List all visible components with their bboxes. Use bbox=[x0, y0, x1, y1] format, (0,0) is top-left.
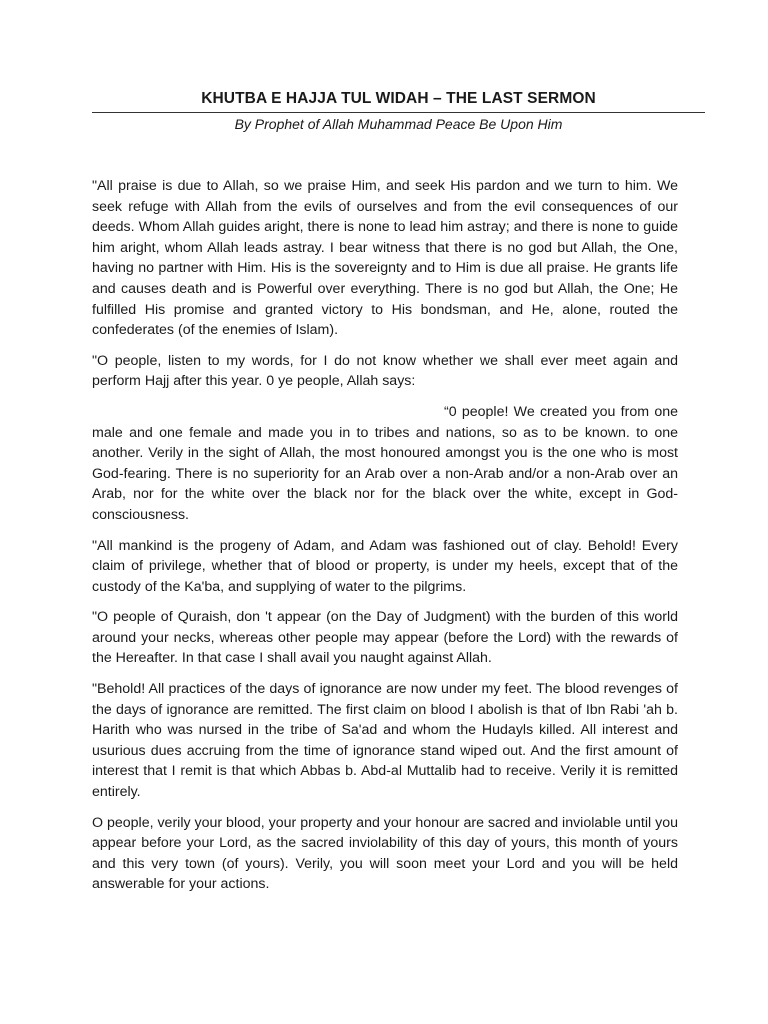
paragraph-listen-to-my-words: "O people, listen to my words, for I do not know whether we shall ever meet again and perform Hajj after this year. 0 ye people, Allah says: bbox=[92, 352, 678, 390]
paragraph-quotation bbox=[92, 402, 678, 526]
document-title: KHUTBA E HAJJA TUL WIDAH – THE LAST SERMON bbox=[201, 90, 596, 107]
paragraph-opening-praise: "All praise is due to Allah, so we praise Him, and seek His pardon and we turn to him. We seek refuge with Allah from the evils of ourselves and from the evil consequences of our deeds. Whom Allah guides aright, there is none to lead him astray; and there is none to guide him aright, whom Allah leads astray. I bear witness that there is no god but Allah, the One, having no partner with Him. His is the sovereignty and to Him is due all praise. He grants life and causes death and is Powerful over everything. There is no god but Allah, the One; He fulfilled His promise and granted victory to His bondsman, and He, alone, routed the confederates (of the enemies of Islam). bbox=[92, 178, 678, 339]
quotation-text: “0 people! We created you from one male and one female and made you in to tribes and nations, so as to be known. to one another. Verily in the sight of Allah, the most honoured amongst you is the one who is most God-fearing. There is no superiority for an Arab over a non-Arab and/or a non-Arab over an Arab, nor for the white over the black nor for the black over the white, except in God-consciousness. bbox=[92, 403, 678, 523]
paragraph-practices-of-ignorance: "Behold! All practices of the days of ignorance are now under my feet. The blood revenges of the days of ignorance are remitted. The first claim on blood I abolish is that of Ibn Rabi 'ah b. Harith who was nursed in the tribe of Sa'ad and whom the Hudayls killed. All interest and usurious dues accruing from the time of ignorance stand wiped out. And the first amount of interest that I remit is that which Abbas b. Abd-al Muttalib had to receive. Verily it is remitted entirely. bbox=[92, 681, 678, 801]
paragraph-sacred-inviolability: O people, verily your blood, your property and your honour are sacred and inviolable until you appear before your Lord, as the sacred inviolability of this day of yours, this month of yours and this very town (of yours). Verily, you will soon meet your Lord and you will be held answerable for your actions. bbox=[92, 814, 678, 893]
paragraph-people-of-quraish: "O people of Quraish, don 't appear (on the Day of Judgment) with the burden of this world around your necks, whereas other people may appear (before the Lord) with the rewards of the Hereafter. In that case I shall avail you naught against Allah. bbox=[92, 609, 678, 667]
paragraph-mankind-progeny-of-adam: "All mankind is the progeny of Adam, and Adam was fashioned out of clay. Behold! Every claim of privilege, whether that of blood or property, is under my heels, except that of the custody of the Ka'ba, and supplying of water to the pilgrims. bbox=[92, 537, 678, 595]
sermon-body bbox=[92, 176, 678, 905]
title-divider bbox=[92, 112, 705, 113]
document-subtitle: By Prophet of Allah Muhammad Peace Be Upon Him bbox=[234, 116, 563, 132]
